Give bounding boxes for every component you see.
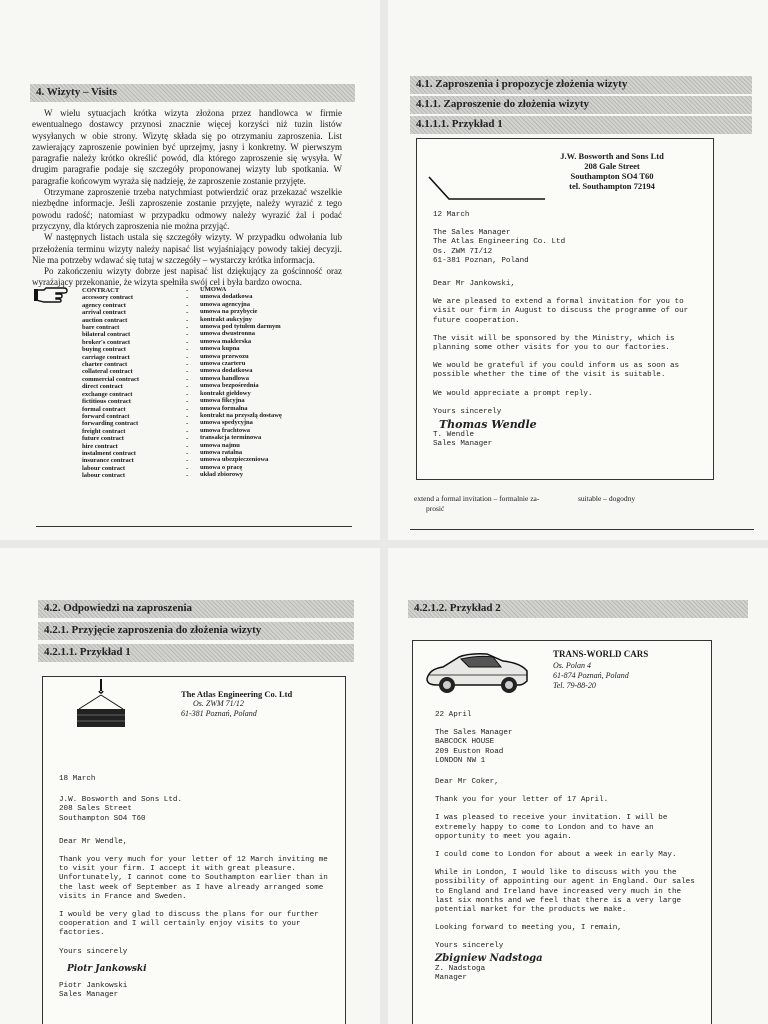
body-paragraph: The visit will be sponsored by the Ministry, which is planning some other visits for you to our factories. bbox=[433, 334, 675, 353]
contract-term-pl: umowa pod tytułem darmym bbox=[200, 323, 281, 331]
heading-4-1: 4.1. Zaproszenia i propozycje złożenia wizyty bbox=[410, 76, 752, 94]
heading-4-1-1-1: 4.1.1.1. Przykład 1 bbox=[410, 116, 752, 134]
recipient-address bbox=[435, 729, 697, 766]
signature: Thomas Wendle bbox=[439, 418, 537, 432]
contract-term-en: freight contract bbox=[82, 427, 126, 435]
letterhead bbox=[181, 689, 341, 719]
address-line: 61-381 Poznan, Poland bbox=[433, 256, 529, 265]
contract-term-en: buying contract bbox=[82, 346, 126, 354]
bullet-dash: - bbox=[186, 293, 189, 302]
bullet-dash: - bbox=[186, 330, 189, 339]
closing: Yours sincerely bbox=[59, 947, 128, 956]
letter-date: 12 March bbox=[433, 211, 470, 219]
bullet-dash: - bbox=[186, 300, 189, 309]
contract-term-pl: umowa dodatkowa bbox=[200, 367, 253, 375]
bullet-dash: - bbox=[186, 456, 189, 465]
heading-4-2-1-2: 4.2.1.2. Przykład 2 bbox=[408, 600, 748, 618]
intro-text bbox=[32, 108, 342, 289]
contract-term-pl: układ zbiorowy bbox=[200, 471, 244, 479]
signature: Piotr Jankowski bbox=[67, 963, 147, 974]
body-paragraph: We would be grateful if you could inform us as soon as possible whether the time of the visit is suitable. bbox=[433, 362, 680, 380]
contract-term-en: direct contract bbox=[82, 383, 123, 391]
contract-term-en: labour contract bbox=[82, 464, 126, 472]
contract-term-pl: umowa o pracę bbox=[200, 463, 243, 471]
bullet-dash: - bbox=[186, 463, 189, 472]
bullet-dash: - bbox=[186, 471, 189, 480]
letter-content bbox=[433, 211, 707, 450]
crane-cargo-icon bbox=[73, 679, 129, 731]
page-reply-example-1 bbox=[0, 548, 380, 1024]
company-city: 61-381 Poznań, Poland bbox=[181, 709, 257, 718]
contract-term-pl: transakcja terminowa bbox=[200, 434, 262, 442]
company-name: TRANS-WORLD CARS bbox=[553, 649, 649, 659]
company-phone: Tel. 79-88-20 bbox=[553, 681, 596, 690]
body-paragraph: We would appreciate a prompt reply. bbox=[433, 389, 593, 398]
bullet-dash: - bbox=[186, 286, 189, 294]
bullet-dash: - bbox=[186, 426, 189, 435]
address-line: J.W. Bosworth and Sons Ltd. bbox=[59, 796, 183, 805]
recipient-address bbox=[433, 229, 707, 266]
contract-term-pl: umowa handlowa bbox=[200, 374, 249, 382]
body-paragraph: I could come to London for about a week in early May. bbox=[435, 851, 677, 860]
signer-name: Piotr Jankowski bbox=[59, 982, 128, 991]
closing: Yours sincerely bbox=[433, 407, 502, 416]
company-name: The Atlas Engineering Co. Ltd bbox=[181, 689, 293, 699]
list-title-en: CONTRACT bbox=[82, 287, 120, 294]
bullet-dash: - bbox=[186, 360, 189, 369]
contract-term-pl: umowa bezpośrednia bbox=[200, 382, 259, 390]
address-line: The Sales Manager bbox=[433, 229, 511, 238]
company-city: Southampton SO4 T60 bbox=[570, 171, 654, 181]
contract-term-en: arrival contract bbox=[82, 309, 126, 317]
bullet-dash: - bbox=[186, 374, 189, 383]
heading-4-2: 4.2. Odpowiedzi na zaproszenia bbox=[38, 600, 354, 618]
contract-term-pl: umowa dodatkowa bbox=[200, 293, 253, 301]
intro-paragraph-4: Po zakończeniu wizyty dobrze jest napisać list dziękujący za gościnność oraz wyrażający przekonanie, że wizyta spełniła swój cel i była bardzo owocna. bbox=[32, 266, 342, 288]
contract-term-en: carriage contract bbox=[82, 353, 130, 361]
list-title-pl: UMOWA bbox=[200, 286, 227, 293]
vocab-line: extend a formal invitation – formalnie za- bbox=[414, 494, 540, 503]
page-reply-example-2 bbox=[388, 548, 768, 1024]
contract-term-pl: umowa maklerska bbox=[200, 337, 252, 345]
contract-term-pl: kontrakt aukcyjny bbox=[200, 315, 252, 323]
signer-title: Manager bbox=[435, 974, 467, 983]
address-line: The Atlas Engineering Co. Ltd bbox=[433, 238, 566, 247]
signer-name: T. Wendle bbox=[433, 431, 475, 440]
recipient-address bbox=[59, 796, 337, 824]
intro-paragraph-2: Otrzymane zaproszenie trzeba natychmiast potwierdzić oraz przekazać wszelkie niezbędne informacje. Jeśli zaproszenie zostanie przyjęte, należy wyrazić z tego powodu radość; natomiast w przypadku odmowy należy wyrazić żal i podać przyczyny, dla których zaproszenia nie można przyjąć. bbox=[32, 187, 342, 231]
signer-title: Sales Manager bbox=[59, 991, 119, 1000]
contract-term-pl: kontrakt na przyszłą dostawę bbox=[200, 411, 282, 419]
contract-term-en: hire contract bbox=[82, 442, 118, 450]
address-line: Southampton SO4 T60 bbox=[59, 814, 146, 823]
bullet-dash: - bbox=[186, 389, 189, 398]
address-line: The Sales Manager bbox=[435, 729, 513, 738]
signer-name: Z. Nadstoga bbox=[435, 964, 486, 973]
contract-term-en: bare contract bbox=[82, 324, 120, 332]
closing: Yours sincerely bbox=[435, 942, 504, 951]
bullet-dash: - bbox=[186, 337, 189, 346]
bullet-dash: - bbox=[186, 397, 189, 406]
bullet-dash: - bbox=[186, 345, 189, 354]
bullet-dash: - bbox=[186, 315, 189, 324]
contract-term-en: accessory contract bbox=[82, 294, 134, 302]
intro-paragraph-1: W wielu sytuacjach krótka wizyta złożona przez handlowca w firmie ewentualnego dostawcy przynosi znacznie więcej korzyści niż tuzin listów wysyłanych w obie strony. Wizytę składa się po otrzymaniu zaproszenia. List zawierający zaproszenie powinien być uprzejmy, jasny i konkretny. W pierwszym paragrafie należy krótko określić powód, dla którego zaproszenie się wysyła. W drugim paragrafie podaje się szczegóły proponowanej wizyty lub spotkania. W paragrafie końcowym wyraża się nadzieję, że zaproszenie zostanie przyjęte. bbox=[32, 108, 342, 186]
vocab-note-1 bbox=[414, 494, 539, 513]
letterhead bbox=[553, 649, 703, 691]
bottom-rule bbox=[36, 526, 352, 527]
heading-4-1-1: 4.1.1. Zaproszenie do złożenia wizyty bbox=[410, 96, 752, 114]
contract-term-en: agency contract bbox=[82, 301, 126, 309]
company-city: 61-874 Poznań, Poland bbox=[553, 671, 629, 680]
bullet-dash: - bbox=[186, 308, 189, 317]
address-line: 208 Sales Street bbox=[59, 805, 132, 814]
contract-term-pl: umowa ratalna bbox=[200, 448, 243, 456]
contract-term-en: instalment contract bbox=[82, 449, 136, 457]
body-paragraph: Thank you very much for your letter of 12 March inviting me to visit your firm. I accept it with great pleasure. Unfortunately, I cannot come to Southampton earlier than in the last week of September as I have already arranged some visits in France and Sweden. bbox=[59, 856, 328, 901]
letter-date: 22 April bbox=[435, 711, 472, 719]
bullet-dash: - bbox=[186, 352, 189, 361]
contract-term-en: exchange contract bbox=[82, 390, 133, 398]
bullet-dash: - bbox=[186, 323, 189, 332]
contract-term-pl: umowa frachtowa bbox=[200, 426, 251, 434]
company-street: Os. ZWM 71/12 bbox=[193, 699, 244, 708]
pointing-hand-icon bbox=[34, 286, 70, 304]
letterhead-swoosh bbox=[427, 173, 547, 203]
bullet-dash: - bbox=[186, 367, 189, 376]
contract-term-pl: umowa najmu bbox=[200, 441, 240, 449]
bullet-dash: - bbox=[186, 419, 189, 428]
intro-paragraph-3: W następnych listach ustala się szczegóły wizyty. W przypadku odwołania lub przełożenia terminu wizyty należy napisać list wyjaśniający powody takiej decyzji. Nie ma potrzeby wdawać się tutaj w szczegóły – wystarczy krótka informacja. bbox=[32, 232, 342, 265]
company-name: J.W. Bosworth and Sons Ltd bbox=[560, 151, 664, 161]
contract-term-pl: umowa fikcyjna bbox=[200, 397, 245, 405]
contract-term-pl: umowa czarteru bbox=[200, 360, 246, 368]
heading-4-2-1-1: 4.2.1.1. Przykład 1 bbox=[38, 644, 354, 662]
contract-term-pl: umowa agencyjna bbox=[200, 300, 251, 308]
contract-term-en: labour contract bbox=[82, 472, 126, 480]
vocab-line: prosić bbox=[426, 503, 445, 513]
contract-list-pl bbox=[200, 286, 282, 479]
page-invitation-example bbox=[388, 0, 768, 540]
bottom-rule bbox=[410, 529, 754, 530]
letterhead bbox=[537, 151, 687, 191]
address-line: 209 Euston Road bbox=[435, 747, 504, 756]
contract-term-pl: umowa ubezpieczeniowa bbox=[200, 456, 269, 464]
body-paragraph: I would be very glad to discuss the plans for our further cooperation and I will certainly enjoy visits to your factories. bbox=[59, 911, 319, 938]
company-street: 208 Gale Street bbox=[584, 161, 640, 171]
address-line: BABCOCK HOUSE bbox=[435, 738, 495, 747]
company-phone: tel. Southampton 72194 bbox=[569, 181, 655, 191]
bullet-dash: - bbox=[186, 382, 189, 391]
contract-term-en: formal contract bbox=[82, 405, 126, 413]
letter-content bbox=[435, 711, 697, 983]
bullet-dash: - bbox=[186, 404, 189, 413]
contract-term-en: charter contract bbox=[82, 361, 128, 369]
contract-term-en: commercial contract bbox=[82, 375, 140, 383]
contract-term-en: future contract bbox=[82, 435, 124, 443]
body-paragraph: Thank you for your letter of 17 April. bbox=[435, 796, 609, 805]
invitation-letter bbox=[416, 138, 714, 480]
address-line: LONDON NW 1 bbox=[435, 756, 486, 765]
contract-term-en: collateral contract bbox=[82, 368, 133, 376]
contract-term-en: forward contract bbox=[82, 412, 130, 420]
sports-car-icon bbox=[423, 645, 531, 699]
contract-term-en: fictitious contract bbox=[82, 398, 131, 406]
contract-term-pl: umowa kupna bbox=[200, 345, 240, 353]
signer-title: Sales Manager bbox=[433, 440, 493, 449]
contract-term-pl: umowa spedycyjna bbox=[200, 419, 253, 427]
salutation: Dear Mr Wendle, bbox=[59, 837, 128, 846]
contract-term-pl: umowa przewozu bbox=[200, 352, 249, 360]
contract-term-en: insurance contract bbox=[82, 457, 134, 465]
bullet-dash: - bbox=[186, 411, 189, 420]
contract-term-pl: umowa formalna bbox=[200, 404, 248, 412]
salutation: Dear Mr Jankowski, bbox=[433, 280, 516, 289]
address-line: Os. ZWM 7I/12 bbox=[433, 247, 493, 256]
vocab-note-2: suitable – dogodny bbox=[578, 494, 636, 503]
reply-letter bbox=[412, 640, 712, 1024]
letter-date: 18 March bbox=[59, 775, 96, 783]
body-paragraph: Looking forward to meeting you, I remain, bbox=[435, 924, 622, 933]
bullet-dash: - bbox=[186, 448, 189, 457]
salutation: Dear Mr Coker, bbox=[435, 778, 499, 787]
bullet-dash: - bbox=[186, 434, 189, 443]
acceptance-letter bbox=[42, 676, 346, 1024]
contract-list-en bbox=[82, 287, 139, 480]
contract-term-en: broker's contract bbox=[82, 338, 131, 346]
page-visits-intro bbox=[0, 0, 380, 540]
signature: Zbigniew Nadstoga bbox=[435, 952, 543, 964]
contract-term-pl: umowa na przybycie bbox=[200, 308, 258, 316]
heading-4-2-1: 4.2.1. Przyjęcie zaproszenia do złożenia wizyty bbox=[38, 622, 354, 640]
letter-content bbox=[59, 775, 337, 1000]
contract-term-pl: umowa dwustronna bbox=[200, 330, 255, 338]
contract-term-pl: kontrakt giełdowy bbox=[200, 389, 251, 397]
bullet-dash: - bbox=[186, 441, 189, 450]
section-heading: 4. Wizyty – Visits bbox=[30, 84, 355, 102]
contract-term-en: forwarding contract bbox=[82, 420, 139, 428]
bullet-column bbox=[186, 287, 188, 480]
company-street: Os. Polan 4 bbox=[553, 661, 591, 670]
body-paragraph: We are pleased to extend a formal invitation for you to visit our firm in August to discuss the programme of our future cooperation. bbox=[433, 298, 689, 325]
body-paragraph: I was pleased to receive your invitation. I will be extremely happy to come to London and to have an opportunity to meet you again. bbox=[435, 814, 668, 841]
body-paragraph: While in London, I would like to discuss with you the possibility of appointing our agent in England. Our sales to England and Ireland have increased very much in the last six months and we feel that there is a very large potential market for the products we make. bbox=[435, 869, 695, 915]
contract-term-en: auction contract bbox=[82, 316, 128, 324]
contract-term-en: bilateral contract bbox=[82, 331, 131, 339]
